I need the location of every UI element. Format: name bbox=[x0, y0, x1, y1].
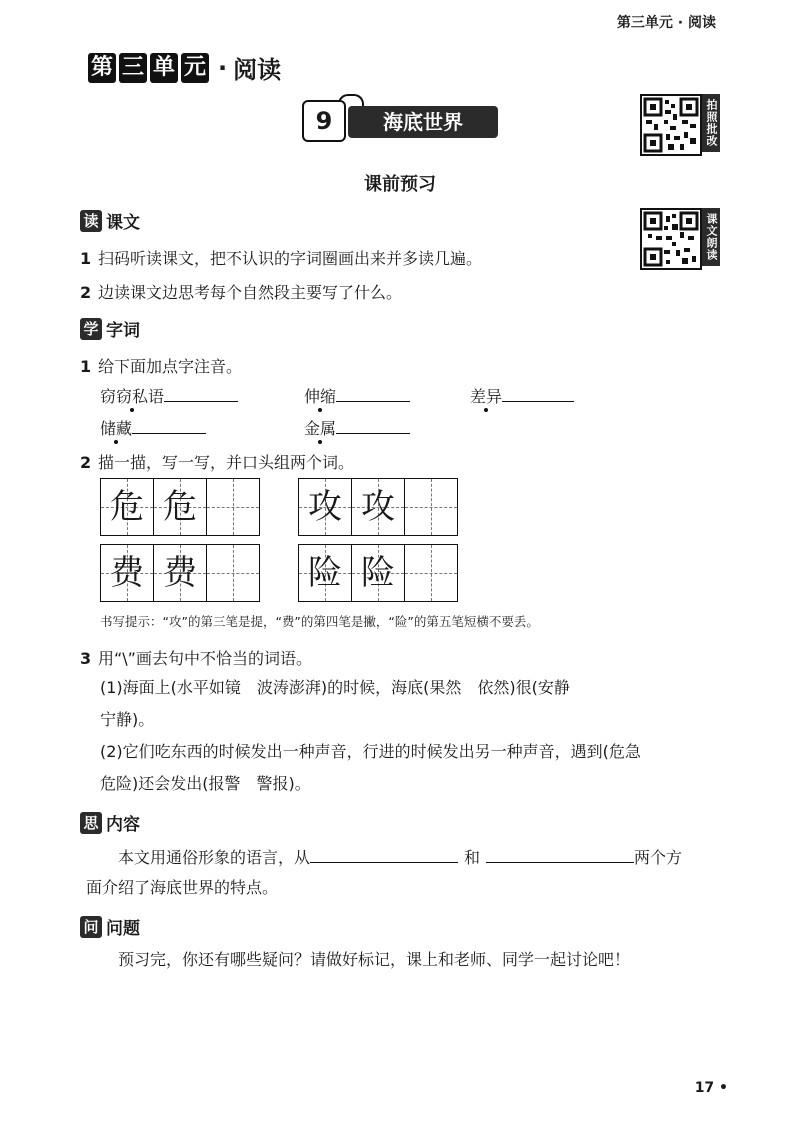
questions-prompt: 预习完，你还有哪些疑问？请做好标记，课上和老师、同学一起讨论吧！ bbox=[118, 950, 631, 969]
learn-question-3 bbox=[80, 646, 312, 669]
dotted-word: 储藏 bbox=[100, 419, 133, 438]
content-fill-line-1 bbox=[118, 846, 682, 868]
section-header-ask bbox=[80, 914, 140, 939]
section-header-think bbox=[80, 810, 140, 835]
dotted-word: 差异 bbox=[470, 387, 503, 406]
unit-title-char: 单 bbox=[150, 53, 178, 83]
trace-char: 危 bbox=[163, 487, 197, 527]
grid-cell-empty[interactable] bbox=[405, 479, 457, 535]
trace-char: 攻 bbox=[361, 487, 395, 527]
unit-title bbox=[88, 50, 281, 85]
section-title: 字词 bbox=[106, 321, 140, 341]
grid-cell bbox=[352, 545, 405, 601]
unit-title-char: 第 bbox=[88, 53, 116, 83]
trace-char: 费 bbox=[163, 553, 197, 593]
qr-label: 课文朗读 bbox=[702, 208, 720, 266]
lesson-badge bbox=[302, 94, 500, 146]
unit-title-separator: · bbox=[218, 53, 228, 82]
section-title: 问题 bbox=[106, 919, 140, 939]
grid-cell bbox=[299, 479, 352, 535]
learn-question-2 bbox=[80, 450, 354, 473]
item-number: 2 bbox=[80, 283, 92, 302]
pinyin-word-jinshu bbox=[304, 416, 410, 439]
read-item-2 bbox=[80, 280, 402, 303]
page-number-value: 17 bbox=[694, 1080, 715, 1096]
section-title: 课文 bbox=[106, 213, 140, 233]
content-blank-2[interactable] bbox=[486, 846, 634, 863]
content-fill-line-2: 面介绍了海底世界的特点。 bbox=[86, 878, 279, 897]
running-header: 第三单元 · 阅读 bbox=[616, 15, 716, 31]
unit-title-char: 三 bbox=[119, 53, 147, 83]
item-text: 扫码听读课文，把不认识的字词圈画出来并多读几遍。 bbox=[98, 249, 483, 268]
pinyin-word-chucang bbox=[100, 416, 206, 439]
ask-icon: 问 bbox=[80, 916, 102, 938]
trace-char: 险 bbox=[361, 553, 395, 593]
writing-tip: 书写提示：“攻”的第三笔是提，“费”的第四笔是撇，“险”的第五笔短横不要丢。 bbox=[100, 614, 539, 629]
learn-icon: 学 bbox=[80, 318, 102, 340]
item-number: 1 bbox=[80, 249, 92, 268]
item-text: 给下面加点字注音。 bbox=[98, 357, 243, 376]
pinyin-blank[interactable] bbox=[502, 385, 574, 402]
section-header-read bbox=[80, 208, 140, 233]
item-number: 3 bbox=[80, 649, 92, 668]
trace-char: 费 bbox=[110, 553, 144, 593]
trace-char: 险 bbox=[308, 553, 342, 593]
dotted-word: 伸缩 bbox=[304, 387, 337, 406]
unit-title-subject: 阅读 bbox=[233, 56, 282, 84]
qr-block-photo-grading[interactable] bbox=[640, 94, 720, 156]
item-number: 2 bbox=[80, 453, 92, 472]
grid-cell-empty[interactable] bbox=[207, 545, 259, 601]
lesson-number: 9 bbox=[302, 100, 346, 142]
content-blank-1[interactable] bbox=[310, 846, 458, 863]
qr-label: 拍照批改 bbox=[702, 94, 720, 152]
grid-cell bbox=[154, 545, 207, 601]
q3-sentence-2-line-1: (2)它们吃东西的时候发出一种声音，行进的时候发出另一种声音，遇到(危急 bbox=[100, 742, 641, 761]
item-text: 描一描，写一写，并口头组两个词。 bbox=[98, 453, 355, 472]
pinyin-word-chayi bbox=[470, 384, 574, 407]
pinyin-blank[interactable] bbox=[336, 385, 410, 402]
item-number: 1 bbox=[80, 357, 92, 376]
dotted-word: 窃窃私语 bbox=[100, 387, 165, 406]
pinyin-blank[interactable] bbox=[132, 417, 206, 434]
grid-cell bbox=[299, 545, 352, 601]
writing-grid-fei bbox=[100, 544, 260, 602]
dotted-word: 金属 bbox=[304, 419, 337, 438]
writing-grid-wei bbox=[100, 478, 260, 536]
qr-code-icon[interactable] bbox=[640, 94, 702, 156]
grid-cell bbox=[101, 545, 154, 601]
trace-char: 危 bbox=[110, 487, 144, 527]
writing-grid-xian bbox=[298, 544, 458, 602]
qr-block-text-reading[interactable] bbox=[640, 208, 720, 270]
item-text: 用“\”画去句中不恰当的词语。 bbox=[98, 649, 312, 668]
page-number: 17 • bbox=[694, 1080, 728, 1096]
trace-char: 攻 bbox=[308, 487, 342, 527]
q3-sentence-1-line-1: (1)海面上(水平如镜 波涛澎湃)的时候，海底(果然 依然)很(安静 bbox=[100, 678, 570, 697]
unit-title-char: 元 bbox=[181, 53, 209, 83]
pinyin-blank[interactable] bbox=[164, 385, 238, 402]
read-item-1 bbox=[80, 246, 482, 269]
preview-subtitle: 课前预习 bbox=[364, 174, 436, 195]
content-text: 两个方 bbox=[634, 848, 683, 867]
pinyin-blank[interactable] bbox=[336, 417, 410, 434]
learn-question-1 bbox=[80, 354, 242, 377]
pinyin-word-qieqiesiyu bbox=[100, 384, 238, 407]
grid-cell bbox=[101, 479, 154, 535]
lesson-name: 海底世界 bbox=[348, 106, 498, 138]
grid-cell-empty[interactable] bbox=[207, 479, 259, 535]
section-title: 内容 bbox=[106, 815, 140, 835]
item-text: 边读课文边思考每个自然段主要写了什么。 bbox=[98, 283, 403, 302]
writing-grid-gong bbox=[298, 478, 458, 536]
grid-cell-empty[interactable] bbox=[405, 545, 457, 601]
section-header-learn bbox=[80, 316, 140, 341]
read-icon: 读 bbox=[80, 210, 102, 232]
grid-cell bbox=[352, 479, 405, 535]
think-icon: 思 bbox=[80, 812, 102, 834]
qr-code-icon[interactable] bbox=[640, 208, 702, 270]
content-text: 和 bbox=[464, 848, 481, 867]
q3-sentence-2-line-2: 危险)还会发出(报警 警报)。 bbox=[100, 774, 311, 793]
grid-cell bbox=[154, 479, 207, 535]
pinyin-word-shensuo bbox=[304, 384, 410, 407]
q3-sentence-1-line-2: 宁静)。 bbox=[100, 710, 155, 729]
content-text: 本文用通俗形象的语言，从 bbox=[118, 848, 311, 867]
